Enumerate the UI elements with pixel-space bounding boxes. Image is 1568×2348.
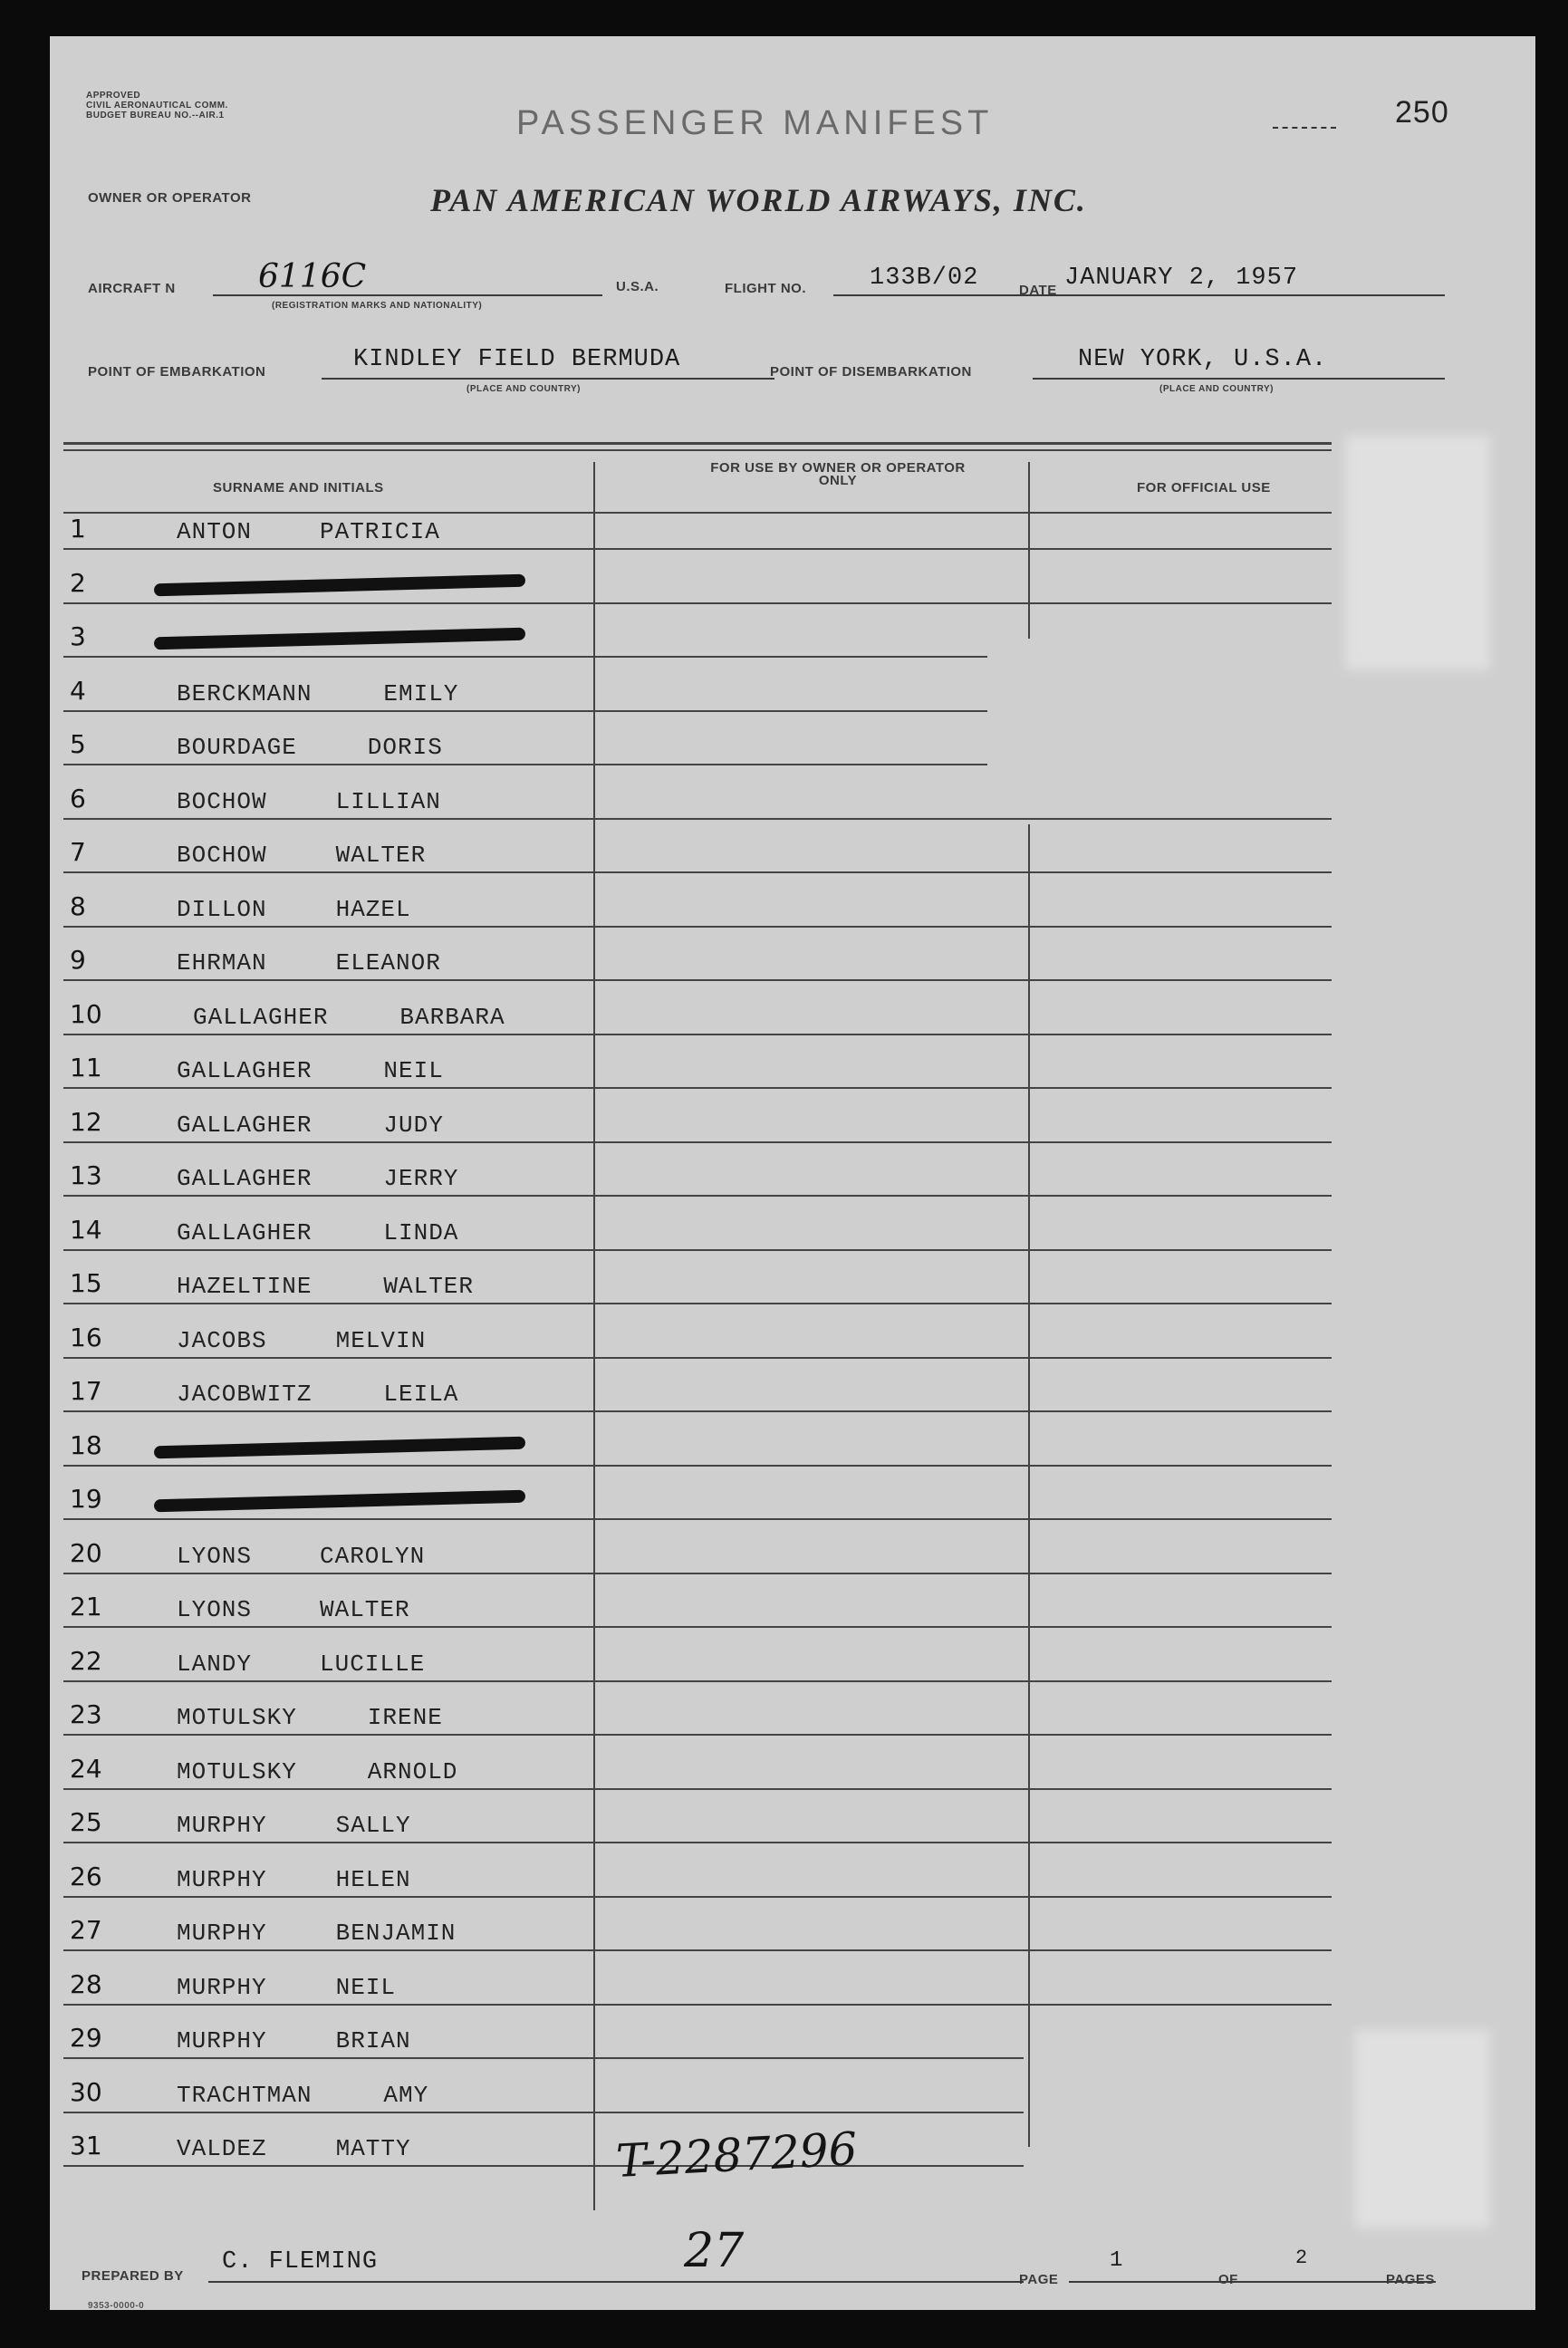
passenger-count: 27 <box>684 2224 745 2278</box>
passenger-given-name: HELEN <box>335 1865 411 1893</box>
passenger-surname: BOCHOW <box>177 787 267 815</box>
passenger-given-name: EMILY <box>383 679 459 707</box>
passenger-given-name: BRIAN <box>335 2027 411 2054</box>
row-rule <box>63 1842 1332 1843</box>
date-label: DATE <box>1019 283 1057 298</box>
row-rule <box>63 710 987 712</box>
passenger-surname: VALDEZ <box>177 2135 267 2162</box>
embark-underline <box>322 378 774 380</box>
passenger-surname: JACOBWITZ <box>177 1381 313 1408</box>
embark-label: POINT OF EMBARKATION <box>88 364 266 380</box>
row-number: 17 <box>70 1376 102 1406</box>
row-number: 10 <box>70 998 102 1029</box>
row-number: 20 <box>70 1537 102 1568</box>
row-rule <box>63 2165 1024 2167</box>
row-number: 22 <box>70 1645 102 1676</box>
row-number: 7 <box>70 837 86 867</box>
col-divider-2-lower <box>1028 824 1030 2147</box>
disembark-underline <box>1033 378 1445 380</box>
passenger-given-name: WALTER <box>320 1596 410 1623</box>
col-header-official: FOR OFFICIAL USE <box>1137 480 1271 496</box>
passenger-given-name: LILLIAN <box>335 787 441 815</box>
prepared-underline <box>208 2281 1024 2283</box>
row-rule <box>63 1410 1332 1412</box>
row-number: 28 <box>70 1968 102 1999</box>
passenger-surname: MOTULSKY <box>177 1704 297 1731</box>
passenger-given-name: SALLY <box>335 1812 411 1839</box>
disembark-sub: (PLACE AND COUNTRY) <box>1159 384 1274 394</box>
row-rule <box>63 818 1332 820</box>
passenger-given-name: LINDA <box>383 1218 459 1246</box>
passenger-given-name: LEILA <box>383 1381 459 1408</box>
passenger-surname: GALLAGHER <box>193 1003 329 1031</box>
operator-name: PAN AMERICAN WORLD AIRWAYS, INC. <box>430 182 1087 218</box>
passenger-surname: MURPHY <box>177 1973 267 2001</box>
row-rule <box>63 1734 1332 1736</box>
passenger-given-name: AMY <box>383 2081 429 2109</box>
row-number: 25 <box>70 1807 102 1837</box>
manifest-page <box>50 36 1535 2310</box>
passenger-given-name: IRENE <box>367 1704 443 1731</box>
passenger-given-name: ELEANOR <box>335 949 441 977</box>
page-label: PAGE <box>1019 2272 1059 2287</box>
prepared-label: PREPARED BY <box>82 2268 184 2284</box>
aircraft-sub: (REGISTRATION MARKS AND NATIONALITY) <box>272 301 483 311</box>
prepared-value: C. FLEMING <box>222 2248 379 2276</box>
row-number: 1 <box>70 514 86 544</box>
form-number: 9353-0000-0 <box>88 2301 145 2310</box>
row-number: 24 <box>70 1753 102 1784</box>
row-number: 29 <box>70 2023 102 2053</box>
date-underline <box>1064 294 1445 296</box>
paper-smudge <box>1354 2029 1490 2228</box>
page-value: 1 <box>1110 2248 1124 2273</box>
passenger-surname: JACOBS <box>177 1326 267 1354</box>
row-number: 18 <box>70 1429 102 1460</box>
corner-stamp-line: CIVIL AERONAUTICAL COMM. <box>86 101 228 111</box>
passenger-given-name: JERRY <box>383 1165 459 1192</box>
passenger-given-name: BENJAMIN <box>335 1920 457 1947</box>
row-number: 30 <box>70 2076 102 2107</box>
embark-sub: (PLACE AND COUNTRY) <box>467 384 581 394</box>
disembark-label: POINT OF DISEMBARKATION <box>770 364 972 380</box>
row-rule <box>63 1949 1332 1951</box>
passenger-surname: TRACHTMAN <box>177 2081 313 2109</box>
row-rule <box>63 656 987 658</box>
passenger-surname: MURPHY <box>177 1920 267 1947</box>
row-rule <box>63 871 1332 873</box>
corner-stamp-line: APPROVED <box>86 91 141 101</box>
row-rule <box>63 1195 1332 1197</box>
row-rule <box>63 1465 1332 1467</box>
row-number: 13 <box>70 1160 102 1190</box>
of-label: OF <box>1218 2272 1238 2287</box>
passenger-surname: LYONS <box>177 1542 253 1570</box>
row-rule <box>63 926 1332 928</box>
row-rule <box>63 1141 1332 1143</box>
passenger-given-name: CAROLYN <box>320 1542 426 1570</box>
passenger-given-name: PATRICIA <box>320 518 440 545</box>
passenger-given-name: MELVIN <box>335 1326 427 1354</box>
flight-label: FLIGHT NO. <box>725 281 806 296</box>
handwritten-note: T-2287296 <box>614 2122 859 2188</box>
row-number: 11 <box>70 1053 102 1083</box>
passenger-surname: BOCHOW <box>177 842 267 869</box>
col-header-name: SURNAME AND INITIALS <box>213 480 384 496</box>
row-number: 27 <box>70 1915 102 1945</box>
passenger-surname: MURPHY <box>177 1865 267 1893</box>
page-mark-dashes <box>1273 127 1336 130</box>
row-number: 12 <box>70 1106 102 1137</box>
row-number: 4 <box>70 675 86 706</box>
passenger-given-name: ARNOLD <box>367 1757 458 1785</box>
passenger-surname: LANDY <box>177 1650 253 1678</box>
page-mark: 250 <box>1395 95 1449 130</box>
row-rule <box>63 548 1332 550</box>
passenger-surname: HAZELTINE <box>177 1273 313 1300</box>
passenger-surname: GALLAGHER <box>177 1218 313 1246</box>
aircraft-value: 6116C <box>258 258 367 295</box>
passenger-given-name: NEIL <box>335 1973 397 2001</box>
row-rule <box>63 1034 1332 1035</box>
passenger-surname: EHRMAN <box>177 949 267 977</box>
passenger-given-name: JUDY <box>383 1111 444 1139</box>
row-number: 26 <box>70 1861 102 1891</box>
redaction-bar <box>154 1436 525 1458</box>
passenger-surname: ANTON <box>177 518 253 545</box>
row-number: 3 <box>70 621 86 651</box>
row-rule <box>63 1680 1332 1682</box>
row-rule <box>63 1573 1332 1574</box>
row-number: 16 <box>70 1322 102 1352</box>
row-rule <box>63 602 1332 604</box>
disembark-value: NEW YORK, U.S.A. <box>1078 346 1328 373</box>
corner-stamp <box>86 91 228 120</box>
corner-stamp-line: BUDGET BUREAU NO.--AIR.1 <box>86 111 225 120</box>
row-number: 21 <box>70 1592 102 1621</box>
row-rule <box>63 2112 1024 2113</box>
col-divider-2 <box>1028 462 1030 639</box>
row-rule <box>63 1087 1332 1089</box>
passenger-given-name: NEIL <box>383 1057 444 1084</box>
owner-label: OWNER OR OPERATOR <box>88 190 252 206</box>
table-top-rule <box>63 442 1332 445</box>
passenger-surname: BERCKMANN <box>177 679 313 707</box>
passenger-surname: MURPHY <box>177 1812 267 1839</box>
row-number: 15 <box>70 1268 102 1298</box>
passenger-surname: GALLAGHER <box>177 1111 313 1139</box>
row-rule <box>63 1357 1332 1359</box>
passenger-given-name: DORIS <box>367 734 443 761</box>
row-rule <box>63 1788 1332 1790</box>
date-value: JANUARY 2, 1957 <box>1064 265 1299 292</box>
row-rule <box>63 2057 1024 2059</box>
row-number: 23 <box>70 1699 102 1729</box>
aircraft-label: AIRCRAFT N <box>88 281 176 296</box>
row-rule <box>63 1626 1332 1628</box>
passenger-given-name: HAZEL <box>335 895 411 923</box>
aircraft-country: U.S.A. <box>616 279 659 294</box>
row-number: 2 <box>70 567 86 598</box>
col-header-owner: FOR USE BY OWNER OR OPERATOR ONLY <box>710 460 966 488</box>
passenger-surname: MURPHY <box>177 2027 267 2054</box>
row-rule <box>63 979 1332 981</box>
row-number: 19 <box>70 1484 102 1514</box>
row-rule <box>63 1518 1332 1520</box>
row-rule <box>63 1896 1332 1898</box>
passenger-surname: MOTULSKY <box>177 1757 297 1785</box>
row-rule <box>63 764 987 765</box>
passenger-surname: GALLAGHER <box>177 1165 313 1192</box>
redaction-bar <box>154 573 525 596</box>
row-number: 14 <box>70 1214 102 1245</box>
passenger-given-name: WALTER <box>383 1273 475 1300</box>
redaction-bar <box>154 628 525 650</box>
row-number: 5 <box>70 729 86 759</box>
passenger-surname: DILLON <box>177 895 267 923</box>
passenger-given-name: BARBARA <box>399 1003 505 1031</box>
header-bottom-rule <box>63 512 1332 514</box>
paper-smudge <box>1345 435 1490 670</box>
embark-value: KINDLEY FIELD BERMUDA <box>353 346 681 373</box>
row-number: 6 <box>70 783 86 813</box>
redaction-bar <box>154 1490 525 1513</box>
row-rule <box>63 2004 1332 2006</box>
pages-label: PAGES <box>1386 2272 1435 2287</box>
row-number: 31 <box>70 2131 102 2160</box>
row-rule <box>63 1249 1332 1251</box>
col-divider-1 <box>593 462 595 2210</box>
pages-value: 2 <box>1295 2247 1309 2269</box>
passenger-given-name: WALTER <box>335 842 427 869</box>
row-number: 9 <box>70 945 86 975</box>
flight-value: 133B/02 <box>870 265 979 292</box>
page-title: PASSENGER MANIFEST <box>516 104 994 142</box>
passenger-surname: BOURDAGE <box>177 734 297 761</box>
passenger-given-name: LUCILLE <box>320 1650 426 1678</box>
passenger-surname: LYONS <box>177 1596 253 1623</box>
row-number: 8 <box>70 890 86 921</box>
passenger-surname: GALLAGHER <box>177 1057 313 1084</box>
table-top-rule-2 <box>63 449 1332 451</box>
row-rule <box>63 1303 1332 1304</box>
passenger-given-name: MATTY <box>335 2135 411 2162</box>
